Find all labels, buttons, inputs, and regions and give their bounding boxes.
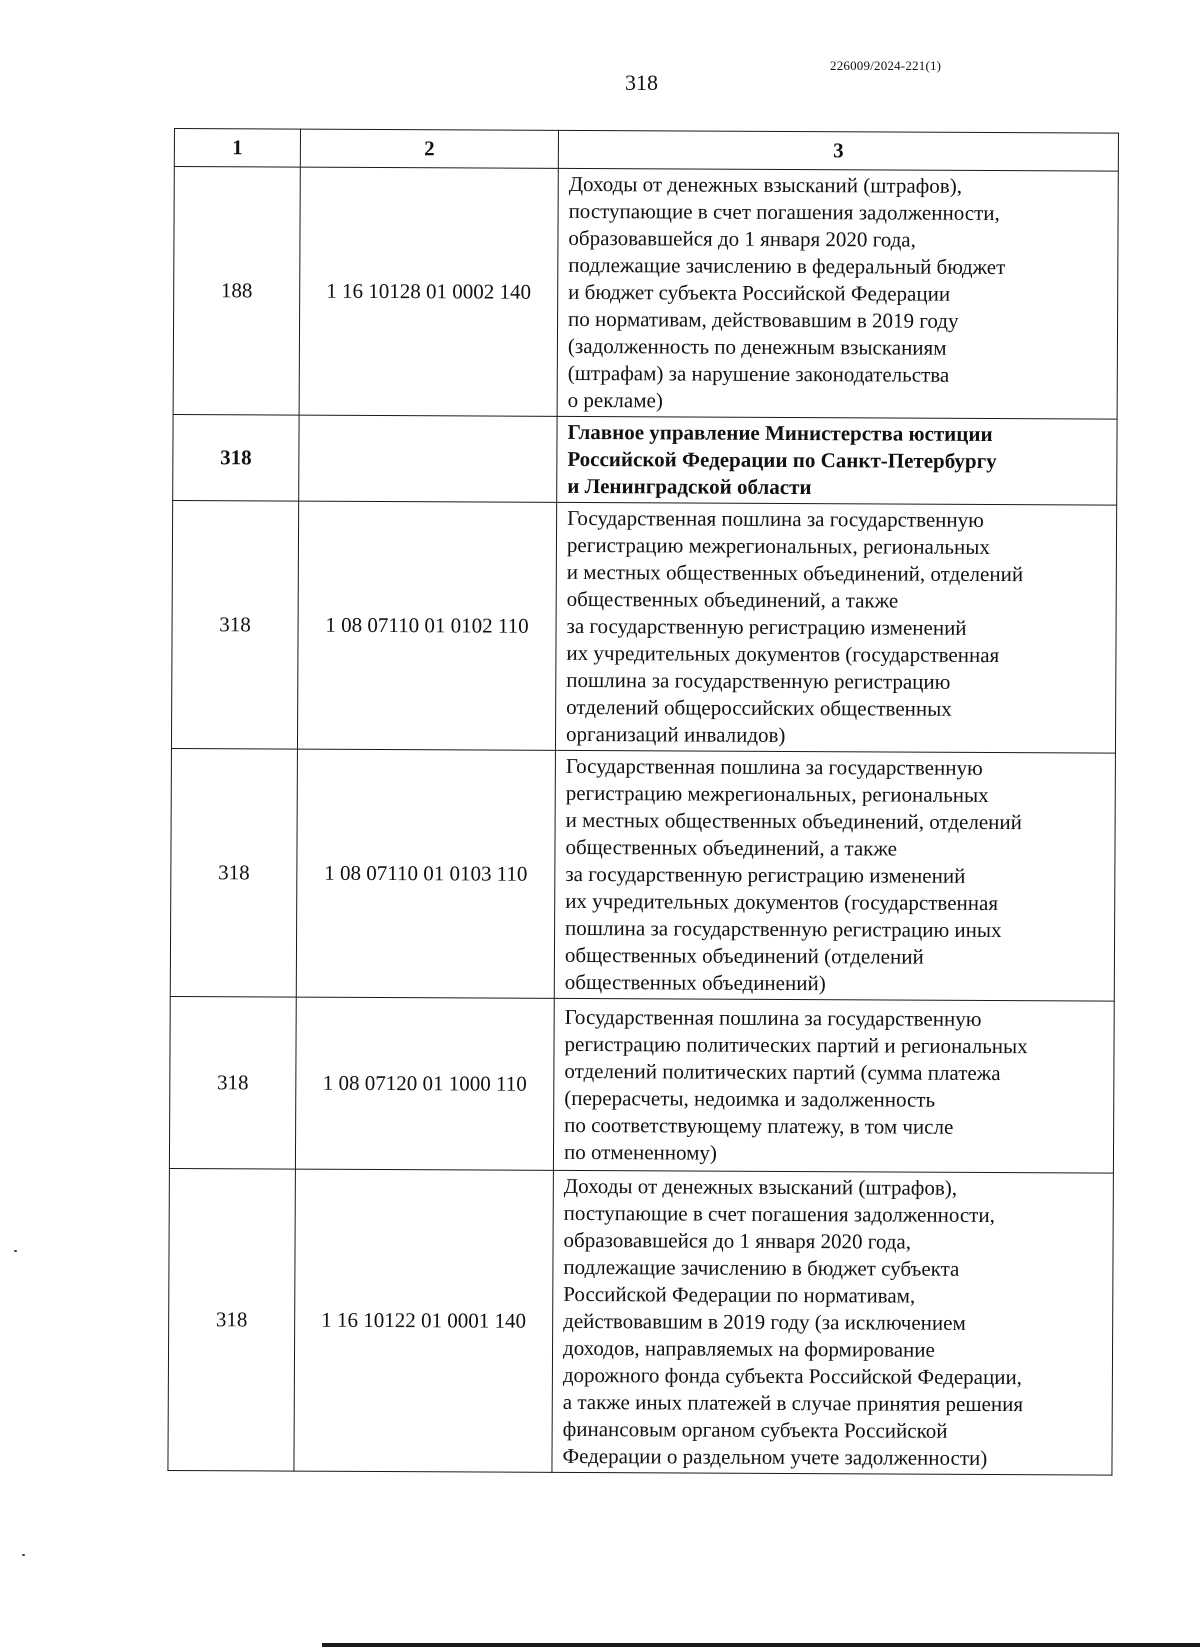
description-line: подлежащие зачислению в бюджет субъекта	[563, 1254, 960, 1281]
description-line: и Ленинградской области	[567, 473, 812, 500]
description-line: по отмененному)	[563, 1139, 717, 1165]
description-line: Государственная пошлина за государственную	[567, 505, 984, 532]
description-line: о рекламе)	[567, 387, 663, 413]
description-line: регистрацию межрегиональных, региональных	[565, 780, 989, 807]
description-line: и местных общественных объединений, отделений	[565, 807, 1022, 835]
description-line: Российской Федерации по нормативам,	[563, 1281, 916, 1308]
table-row	[171, 500, 1116, 753]
table-row	[169, 996, 1114, 1173]
description-cell	[554, 750, 1115, 1001]
description-line: Российской Федерации по Санкт-Петербургу	[567, 446, 997, 474]
income-codes-table	[167, 128, 1119, 1476]
description-line: доходов, направляемых на формирование	[562, 1335, 935, 1362]
page-number: 318	[625, 70, 658, 95]
description-line: по соответствующему платежу, в том числе	[564, 1112, 954, 1139]
income-code-cell: 1 16 10128 01 0002 140	[299, 167, 558, 416]
description-line: пошлина за государственную регистрацию иных	[565, 915, 1002, 943]
description-line: финансовым органом субъекта Российской	[562, 1416, 948, 1443]
table-header	[174, 129, 1118, 172]
income-code-cell: 1 08 07120 01 1000 110	[295, 997, 554, 1170]
description-line: за государственную регистрацию изменений	[565, 861, 966, 888]
description-line: и местных общественных объединений, отделений	[566, 559, 1024, 587]
table-row	[170, 748, 1115, 1001]
description-line: Доходы от денежных взысканий (штрафов),	[568, 171, 963, 198]
column-header-2: 2	[300, 129, 558, 168]
description-line: Федерации о раздельном учете задолженности)	[562, 1443, 988, 1470]
admin-code-cell: 318	[168, 1168, 295, 1471]
description-line: подлежащие зачислению в федеральный бюджет	[568, 252, 1006, 280]
scan-speck	[22, 1554, 25, 1556]
description-line: дорожного фонда субъекта Российской Федерации,	[562, 1362, 1023, 1390]
description-line: за государственную регистрацию изменений	[566, 613, 967, 640]
description-line: общественных объединений, а также	[565, 834, 898, 861]
description-line: отделений политических партий (сумма платежа	[564, 1058, 1001, 1085]
description-line: (штрафам) за нарушение законодательства	[567, 360, 950, 387]
admin-code-cell: 188	[173, 167, 300, 416]
admin-code-cell: 318	[171, 500, 298, 749]
bottom-page-rule	[322, 1643, 1200, 1647]
income-code-cell: 1 08 07110 01 0102 110	[297, 501, 556, 750]
description-cell	[555, 502, 1116, 753]
admin-code-cell: 318	[170, 748, 297, 997]
description-line: организаций инвалидов)	[565, 721, 786, 747]
scan-speck	[14, 1250, 17, 1252]
description-line: общественных объединений)	[564, 969, 826, 996]
description-line: поступающие в счет погашения задолженности,	[563, 1200, 995, 1228]
description-line: (задолженность по денежным взысканиям	[567, 333, 947, 360]
table-row	[173, 167, 1118, 420]
description-line: их учредительных документов (государственная	[565, 888, 999, 916]
income-code-cell	[299, 415, 557, 502]
description-line: а также иных платежей в случае принятия решения	[562, 1389, 1024, 1417]
description-line: пошлина за государственную регистрацию	[566, 667, 951, 694]
table-body	[168, 167, 1118, 1476]
description-line: образовавшейся до 1 января 2020 года,	[563, 1227, 912, 1254]
column-header-3: 3	[558, 130, 1118, 171]
description-cell	[552, 1170, 1113, 1475]
table-row	[173, 414, 1117, 505]
description-line: Главное управление Министерства юстиции	[567, 419, 993, 447]
income-code-cell: 1 16 10122 01 0001 140	[294, 1169, 553, 1472]
description-line: регистрацию межрегиональных, региональных	[566, 532, 990, 559]
description-line: действовавшим в 2019 году (за исключением	[563, 1308, 966, 1335]
income-code-cell: 1 08 07110 01 0103 110	[296, 749, 555, 998]
table-header-row	[174, 129, 1118, 172]
description-line: отделений общероссийских общественных	[566, 694, 952, 721]
description-cell	[553, 998, 1114, 1173]
description-line: регистрацию политических партий и региональных	[564, 1031, 1028, 1058]
description-line: Доходы от денежных взысканий (штрафов),	[563, 1173, 958, 1200]
description-line: и бюджет субъекта Российской Федерации	[568, 279, 951, 306]
admin-code-cell: 318	[173, 414, 299, 501]
admin-code-cell: 318	[169, 996, 296, 1169]
table-row	[168, 1168, 1113, 1475]
description-line: образовавшейся до 1 января 2020 года,	[568, 225, 916, 252]
document-registration-number: 226009/2024-221(1)	[830, 58, 942, 73]
description-line: по нормативам, действовавшим в 2019 году	[568, 306, 959, 333]
description-line: общественных объединений (отделений	[564, 942, 924, 969]
description-cell	[557, 416, 1117, 505]
description-line: Государственная пошлина за государственную	[564, 1004, 982, 1031]
description-line: поступающие в счет погашения задолженности,	[568, 198, 1000, 226]
column-header-1: 1	[174, 129, 300, 168]
description-line: их учредительных документов (государственная	[566, 640, 1000, 668]
description-line: общественных объединений, а также	[566, 586, 899, 613]
description-cell	[557, 168, 1118, 419]
description-line: (перерасчеты, недоимка и задолженность	[564, 1085, 936, 1112]
description-line: Государственная пошлина за государственную	[565, 753, 983, 780]
